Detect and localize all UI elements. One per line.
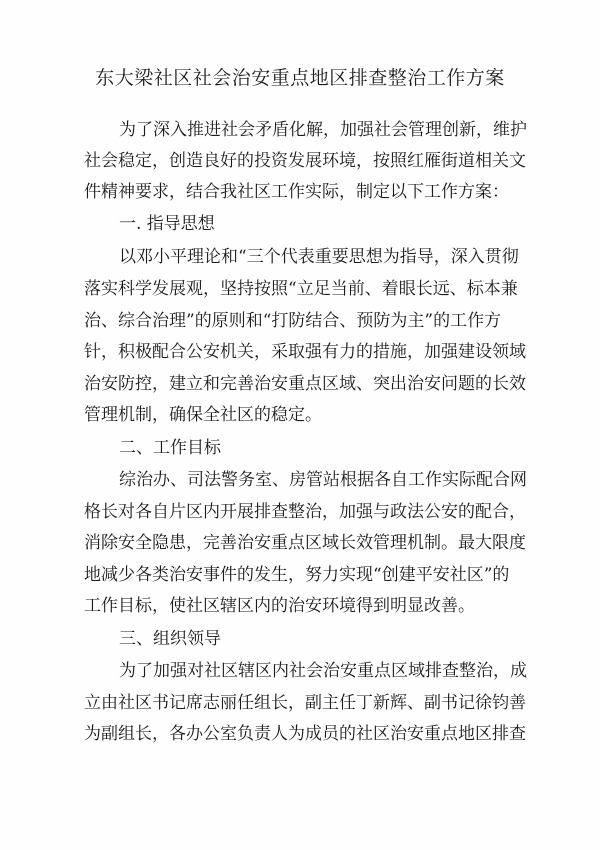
- paragraph-line: 格长对各自片区内开展排查整治，加强与政法公安的配合，: [84, 502, 526, 522]
- section-heading-guiding-thought: 一. 指导思想: [119, 214, 215, 234]
- paragraph-line: 社会稳定，创造良好的投资发展环境，按照红雁街道相关文: [84, 151, 526, 171]
- paragraph-line: 工作目标，使社区辖区内的治安环境得到明显改善。: [84, 596, 475, 616]
- paragraph-line: 针，积极配合公安机关，采取强有力的措施，加强建设领域: [84, 342, 526, 362]
- paragraph-line: 落实科学发展观，坚持按照“立足当前、着眼长远、标本兼: [84, 279, 518, 299]
- paragraph-line: 管理机制，确保全社区的稳定。: [84, 405, 322, 425]
- paragraph-line: 以邓小平理论和“三个代表重要思想为指导，深入贯彻: [119, 247, 519, 267]
- paragraph-line: 综治办、司法警务室、房管站根据各自工作实际配合网: [119, 470, 527, 490]
- paragraph-line: 件精神要求，结合我社区工作实际，制定以下工作方案：: [84, 182, 509, 202]
- paragraph-line: 地减少各类治安事件的发生，努力实现“创建平安社区”的: [84, 565, 510, 585]
- paragraph-line: 治安防控，建立和完善治安重点区域、突出治安问题的长效: [84, 374, 526, 394]
- paragraph-line: 立由社区书记席志丽任组长，副主任丁新辉、副书记徐钧善: [84, 693, 526, 713]
- paragraph-line: 消除安全隐患，完善治安重点区域长效管理机制。最大限度: [84, 533, 526, 553]
- paragraph-line: 为了加强对社区辖区内社会治安重点区域排查整治，成: [119, 661, 527, 681]
- section-heading-organization: 三、组织领导: [119, 629, 221, 649]
- section-heading-work-goals: 二、工作目标: [119, 438, 221, 458]
- paragraph-line: 为了深入推进社会矛盾化解，加强社会管理创新，维护: [119, 120, 527, 140]
- paragraph-line: 为副组长，各办公室负责人为成员的社区治安重点地区排查: [84, 724, 526, 744]
- paragraph-line: 治、综合治理”的原则和“打防结合、预防为主”的工作方: [84, 311, 502, 331]
- document-title: 东大梁社区社会治安重点地区排查整治工作方案: [95, 67, 505, 89]
